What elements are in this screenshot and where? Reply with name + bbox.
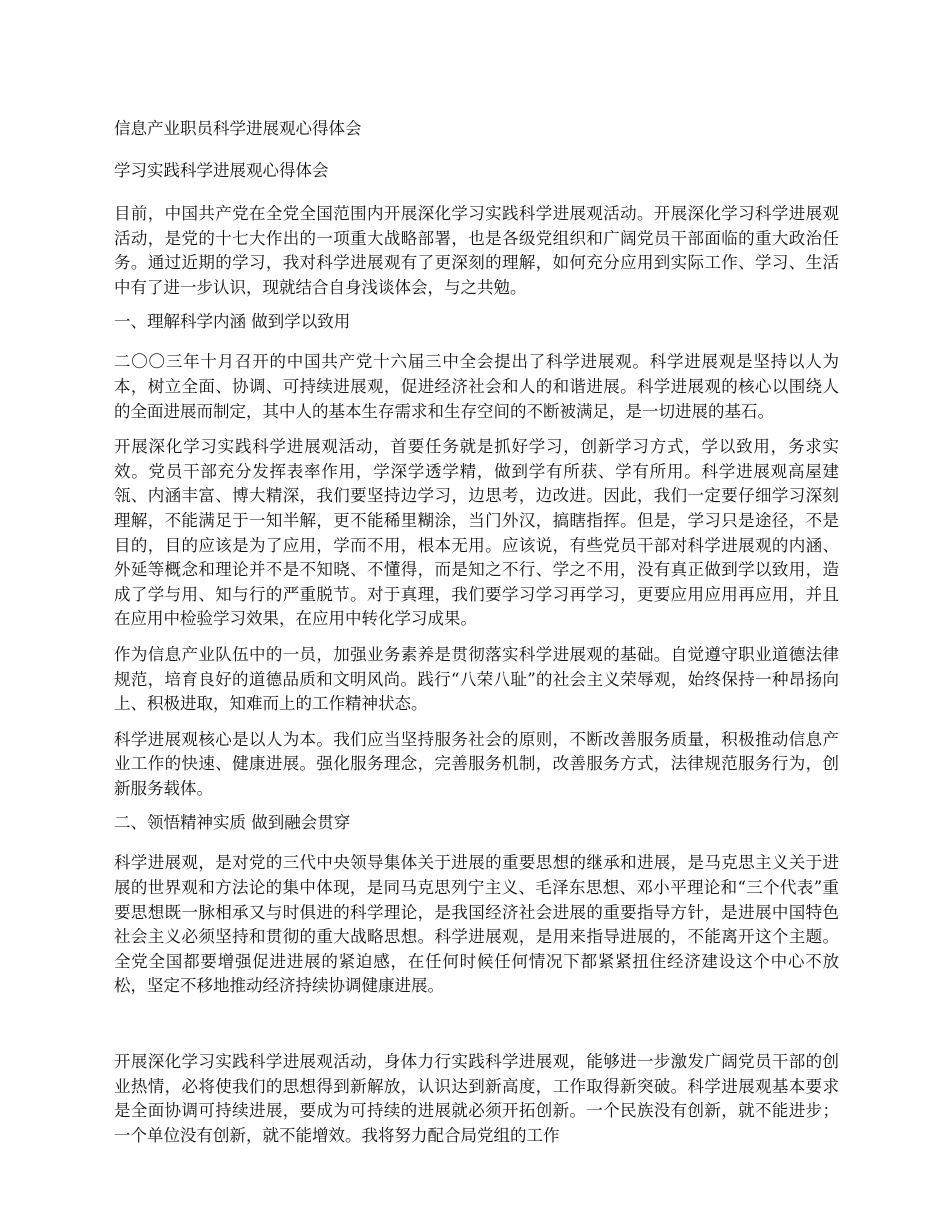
section1-paragraph-4: 科学进展观核心是以人为本。我们应当坚持服务社会的原则，不断改善服务质量，积极推动信息产业工作的快速、健康进展。强化服务理念，完善服务机制，改善服务方式，法律规范服务行为，创新服务载体。: [114, 729, 839, 798]
section2-paragraph-1: 科学进展观，是对党的三代中央领导集体关于进展的重要思想的继承和进展，是马克思主义关于进展的世界观和方法论的集中体现，是同马克思列宁主义、毛泽东思想、邓小平理论和“三个代表”重要思想既一脉相承又与时俱进的科学理论，是我国经济社会进展的重要指导方针，是进展中国特色社会主义必须坚持和贯彻的重大战略思想。科学进展观，是用来指导进展的，不能离开这个主题。全党全国都要增强促进进展的紧迫感，在任何时候任何情况下都紧紧扭住经济建设这个中心不放松，坚定不移地推动经济持续协调健康进展。: [114, 853, 839, 996]
document-subtitle: 学习实践科学进展观心得体会: [114, 161, 329, 180]
document-page: [114, 118, 839, 1159]
section-heading-1: 一、理解科学内涵 做到学以致用: [114, 312, 351, 332]
blank-gap: [114, 1010, 839, 1050]
section2-paragraph-2: 开展深化学习实践科学进展观活动，身体力行实践科学进展观，能够进一步激发广阔党员干部的创业热情，必将使我们的思想得到新解放，认识达到新高度，工作取得新突破。科学进展观基本要求是全面协调可持续进展，要成为可持续的进展就必须开拓创新。一个民族没有创新，就不能进步；一个单位没有创新，就不能增效。我将努力配合局党组的工作: [114, 1052, 839, 1145]
section1-paragraph-3: 作为信息产业队伍中的一员，加强业务素养是贯彻落实科学进展观的基础。自觉遵守职业道德法律规范，培育良好的道德品质和文明风尚。践行“八荣八耻”的社会主义荣辱观，始终保持一种昂扬向上、积极进取，知难而上的工作精神状态。: [114, 644, 839, 714]
section-heading-2: 二、领悟精神实质 做到融会贯穿: [114, 813, 351, 833]
intro-paragraph: 目前，中国共产党在全党全国范围内开展深化学习实践科学进展观活动。开展深化学习科学进展观活动，是党的十七大作出的一项重大战略部署，也是各级党组织和广阔党员干部面临的重大政治任务。通过近期的学习，我对科学进展观有了更深刻的理解，如何充分应用到实际工作、学习、生活中有了进一步认识，现就结合自身浅谈体会，与之共勉。: [114, 204, 839, 297]
document-title: 信息产业职员科学进展观心得体会: [114, 119, 362, 138]
section1-paragraph-2: 开展深化学习实践科学进展观活动，首要任务就是抓好学习，创新学习方式，学以致用，务求实效。党员干部充分发挥表率作用，学深学透学精，做到学有所获、学有所用。科学进展观高屋建瓴、内涵丰富、博大精深，我们要坚持边学习，边思考，边改进。因此，我们一定要仔细学习深刻理解，不能满足于一知半解，更不能稀里糊涂，当门外汉，搞瞎指挥。但是，学习只是途径，不是目的，目的应该是为了应用，学而不用，根本无用。应该说，有些党员干部对科学进展观的内涵、外延等概念和理论并不是不知晓、不懂得，而是知之不行、学之不用，没有真正做到学以致用，造成了学与用、知与行的严重脱节。对于真理，我们要学习学习再学习，更要应用应用再应用，并且在应用中检验学习效果，在应用中转化学习成果。: [114, 437, 839, 629]
section1-paragraph-1: 二〇〇三年十月召开的中国共产党十六届三中全会提出了科学进展观。科学进展观是坚持以人为本，树立全面、协调、可持续进展观，促进经济社会和人的和谐进展。科学进展观的核心以围绕人的全面进展而制定，其中人的基本生存需求和生存空间的不断被满足，是一切进展的基石。: [114, 352, 839, 421]
